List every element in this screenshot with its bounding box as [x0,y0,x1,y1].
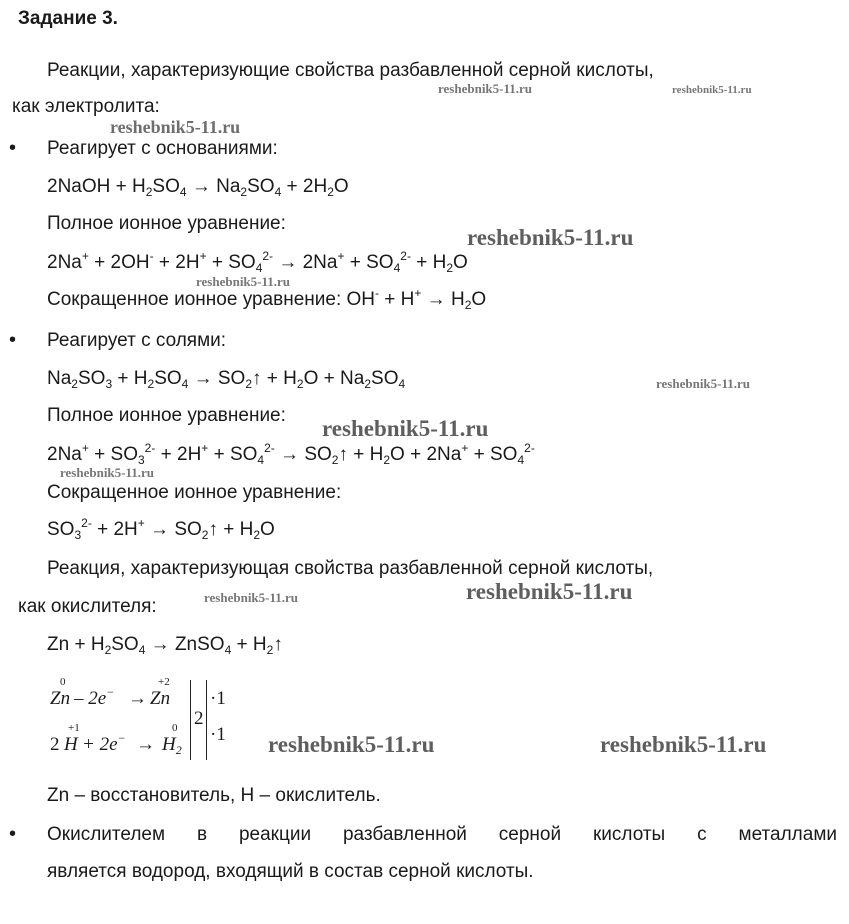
intro-line-2: как электролита: [12,96,160,117]
salts-heading: Реагирует с солями: [47,330,227,351]
balance-ox-zn-left: 0 [60,676,66,688]
balance-coef-h: 2 [50,734,60,755]
watermark: reshebnik5-11.ru [672,84,752,96]
bullet-salts: • [9,329,17,351]
salts-full-ionic-label: Полное ионное уравнение: [47,405,286,426]
watermark: reshebnik5-11.ru [322,416,489,441]
balance-h-left: H [64,734,78,755]
balance-factor-1: ·1 [210,688,226,709]
watermark: reshebnik5-11.ru [196,274,291,289]
balance-ox-h-right: 0 [172,722,178,734]
oxidizer-line-1: Реакция, характеризующая свойства разбавленной серной кислоты, [47,558,654,579]
oxidizer-molecular-equation: $Zn + H_2SO_4$ → ZnSO$_4$ + $H_2↑$ [47,634,283,657]
balance-common-multiple: 2 [194,708,204,729]
balance-factor-2: ·1 [210,724,226,745]
watermark: reshebnik5-11.ru [466,579,633,604]
electron-balance [48,678,238,763]
watermark: reshebnik5-11.ru [60,465,155,480]
bases-full-ionic-equation: $2Na^+ + 2OH^- + 2H^+ + SO_4^{2-} \to 2Na^+ + SO_4^{2-} + H_2O$ [47,249,468,275]
watermark: reshebnik5-11.ru [204,590,299,605]
balance-arrow-1: → [128,688,147,709]
salts-short-ionic-equation: $SO_3^{2-} + 2H^+$ → $SO_2↑ + H_2O$ [47,516,275,542]
intro-line-1: Реакции, характеризующие свойства разбавленной серной кислоты, [47,60,654,81]
balance-arrow-2: → [136,734,155,755]
watermark: reshebnik5-11.ru [600,732,767,757]
final-line-1: Окислителем в реакции разбавленной серной кислоты с металлами [47,824,837,845]
final-line-2: является водород, входящий в состав серной кислоты. [47,861,534,882]
bases-heading: Реагирует с основаниями: [47,138,278,159]
page-title: Задание 3. [18,8,118,29]
balance-electrons-2: + 2e− [82,731,126,755]
balance-zn-left: Zn [50,688,71,709]
balance-divider-1 [190,680,191,760]
balance-ox-zn-right: +2 [158,676,170,688]
bullet-final: • [9,823,17,845]
balance-divider-2 [206,680,207,760]
balance-h-right: $H_2$ [162,734,182,757]
oxidizer-conclusion: Zn – восстановитель, H – окислитель. [47,785,381,806]
salts-molecular-equation: $Na_2SO_3 + H_2SO_4$ → $SO_2↑ + H_2O + Na_2SO_4$ [47,368,406,391]
salts-full-ionic-equation: $2Na^+ + SO_3^{2-} + 2H^+ + SO_4^{2-}$ → $SO_2↑ + H_2O + 2Na^+ + SO_4^{2-}$ [47,441,535,467]
oxidizer-line-2: как окислителя: [18,596,157,617]
watermark: reshebnik5-11.ru [438,81,533,96]
balance-electrons-1: – 2e− [74,685,115,709]
bases-short-ionic-label: Сокращенное ионное уравнение: [47,289,342,310]
bases-molecular-equation: 2NaOH + $H_2SO_4 \to Na_2SO_4 + 2H_2O$ [47,176,349,199]
balance-zn-right: Zn [150,688,171,709]
bases-short-ionic-equation: Сокращенное ионное уравнение: $OH^- + H^+ \to H_2O$ [47,286,487,312]
watermark: reshebnik5-11.ru [467,225,634,250]
watermark: reshebnik5-11.ru [656,376,751,391]
watermark: reshebnik5-11.ru [110,117,241,137]
salts-short-ionic-label: Сокращенное ионное уравнение: [47,482,342,503]
bullet-bases: • [9,137,17,159]
watermark: reshebnik5-11.ru [268,732,435,757]
bases-full-ionic-label: Полное ионное уравнение: [47,213,286,234]
balance-ox-h-left: +1 [68,722,80,734]
